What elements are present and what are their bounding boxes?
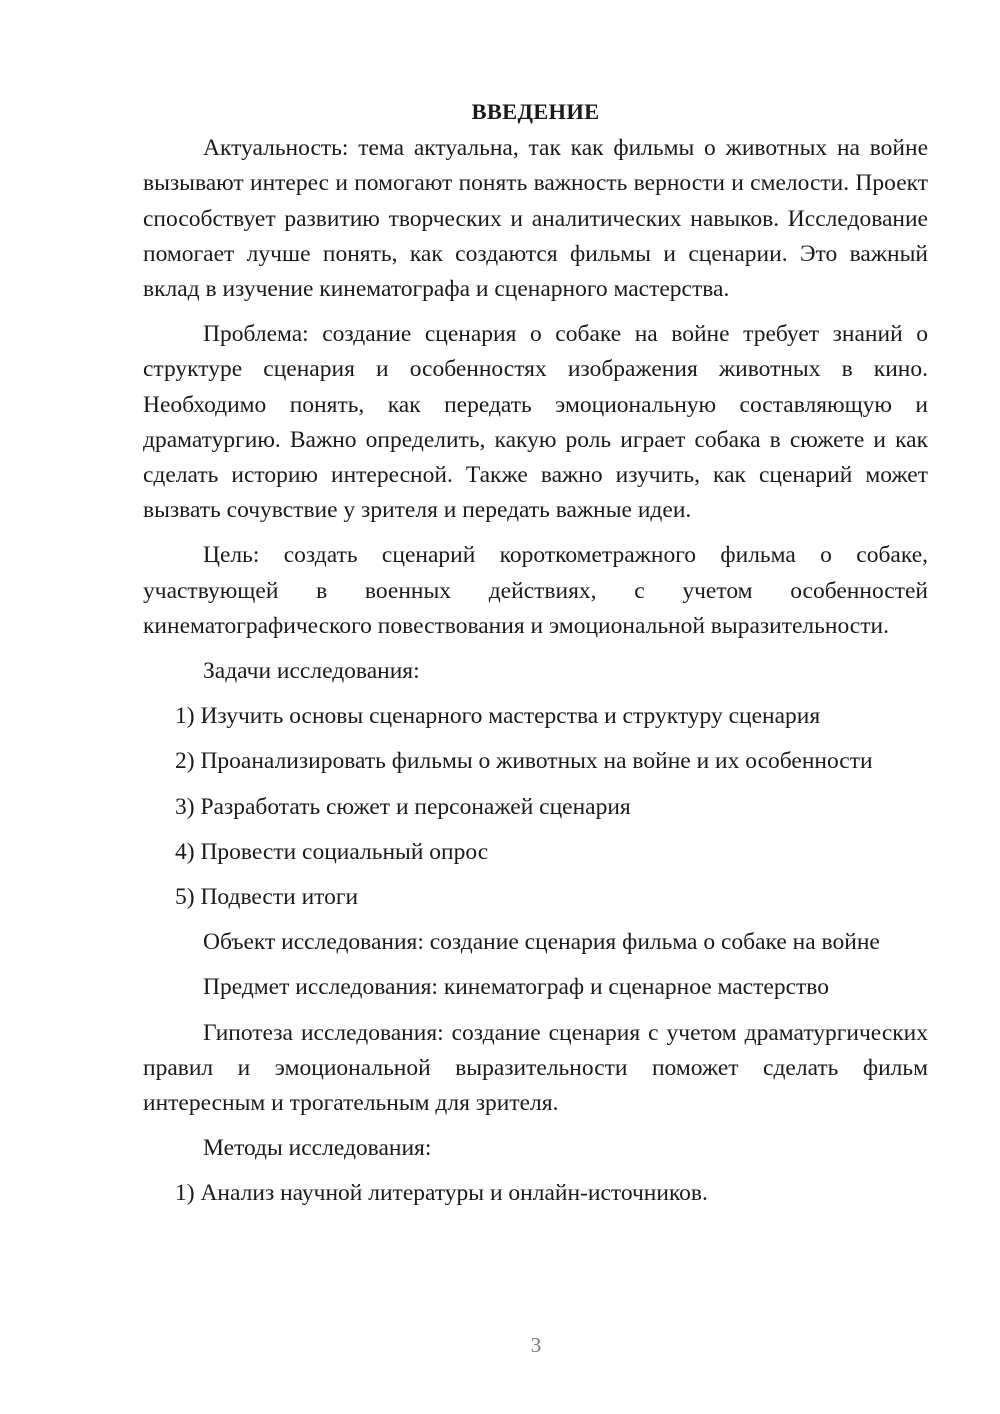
task-item: 5) Подвести итоги [175, 884, 359, 911]
hypothesis-paragraph: Гипотеза исследования: создание сценария с учетом драматургических правил и эмоциональной выразительности поможет сделать фильм интересным и трогательным для зрителя. [143, 1019, 928, 1117]
goal-paragraph: Цель: создать сценарий короткометражного фильма о собаке, участвующей в военных действиях, с учетом особенностей кинематографического повествования и эмоциональной выразительности. [143, 542, 928, 639]
task-item: 1) Изучить основы сценарного мастерства и структуру сценария [175, 703, 821, 730]
research-object: Объект исследования: создание сценария фильма о собаке на войне [203, 929, 880, 956]
task-item: 4) Провести социальный опрос [175, 838, 489, 865]
page-number: 3 [530, 1333, 542, 1357]
task-item: 2) Проанализировать фильмы о животных на войне и их особенности [175, 748, 873, 775]
problem-paragraph: Проблема: создание сценария о собаке на войне требует знаний о структуре сценария и особенностях изображения животных в кино. Необходимо понять, как передать эмоциональную составляющую и драматургию. Важно определить, какую роль играет собака в сюжете и как сделать историю интересной. Также важно изучить, как сценарий может вызвать сочувствие у зрителя и передать важные идеи. [143, 321, 928, 524]
method-item: 1) Анализ научной литературы и онлайн-источников. [175, 1180, 708, 1207]
task-item: 3) Разработать сюжет и персонажей сценария [175, 793, 631, 820]
section-heading: ВВЕДЕНИЕ [471, 99, 600, 124]
relevance-paragraph: Актуальность: тема актуальна, так как фильмы о животных на войне вызывают интерес и помогают понять важность верности и смелости. Проект способствует развитию творческих и аналитических навыков. Исследование помогает лучше понять, как создаются фильмы и сценарии. Это важный вклад в изучение кинематографа и сценарного мастерства. [143, 135, 928, 303]
research-subject: Предмет исследования: кинематограф и сценарное мастерство [203, 974, 829, 1001]
tasks-title: Задачи исследования: [203, 658, 420, 685]
methods-title: Методы исследования: [203, 1135, 432, 1162]
page-content [143, 94, 928, 1222]
